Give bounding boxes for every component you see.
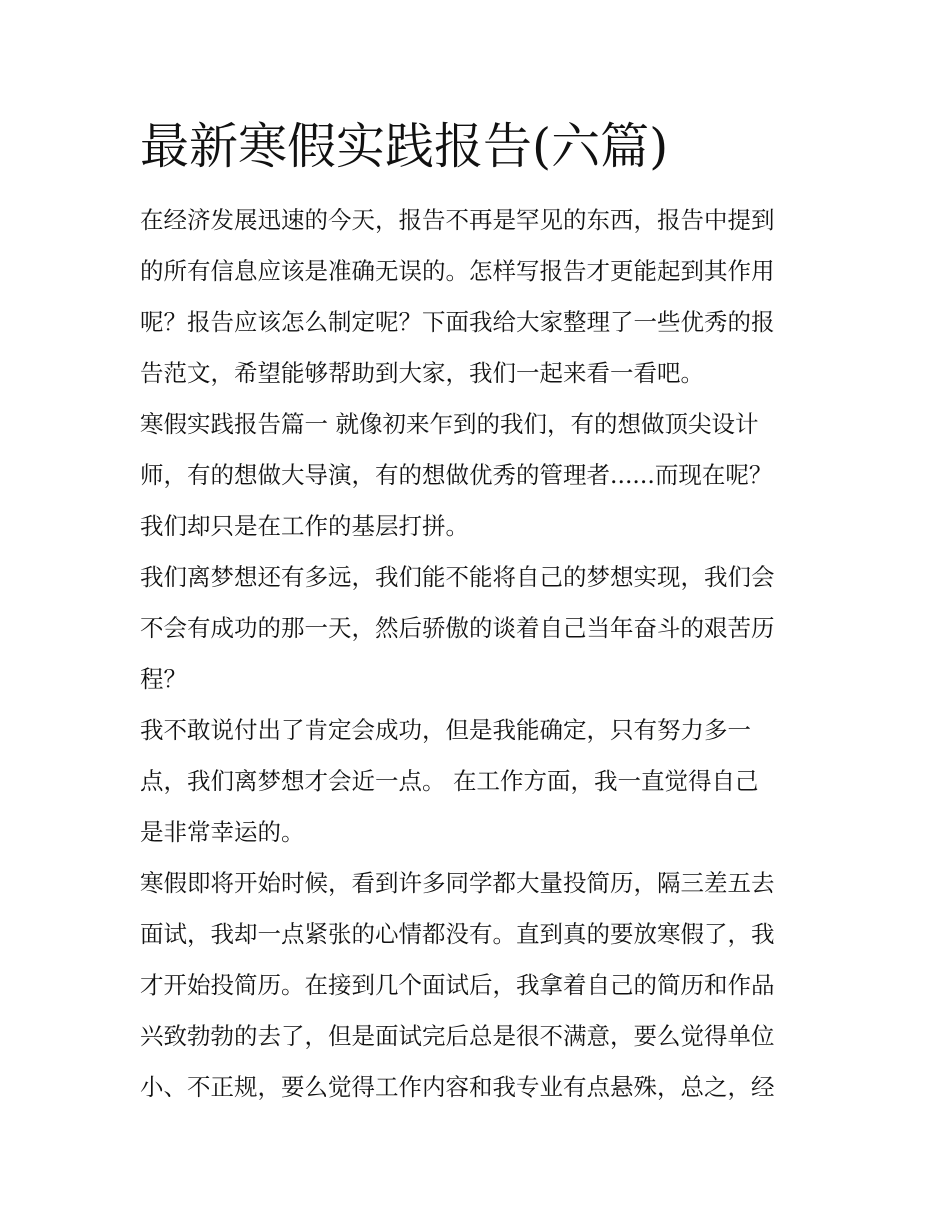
paragraph-section-one <box>140 399 812 552</box>
text-line: 寒假实践报告篇一 就像初来乍到的我们，有的想做顶尖设计 <box>140 410 759 438</box>
text-line: 我们离梦想还有多远，我们能不能将自己的梦想实现，我们会 <box>140 563 775 591</box>
text-line: 才开始投简历。在接到几个面试后，我拿着自己的简历和作品 <box>140 971 775 999</box>
text-line: 是非常幸运的。 <box>140 818 305 846</box>
text-line: 不会有成功的那一天，然后骄傲的谈着自己当年奋斗的艰苦历 <box>140 614 775 642</box>
text-line: 小、不正规，要么觉得工作内容和我专业有点悬殊，总之，经 <box>140 1073 775 1101</box>
document-title: 最新寒假实践报告(六篇) <box>140 118 669 175</box>
text-line: 在经济发展迅速的今天，报告不再是罕见的东西，报告中提到 <box>140 206 775 234</box>
text-line: 我不敢说付出了肯定会成功，但是我能确定，只有努力多一 <box>140 716 751 744</box>
text-line: 呢？报告应该怎么制定呢？下面我给大家整理了一些优秀的报 <box>140 308 775 336</box>
text-line: 程？ <box>140 665 187 693</box>
text-line: 面试，我却一点紧张的心情都没有。直到真的要放寒假了，我 <box>140 920 775 948</box>
text-line: 的所有信息应该是准确无误的。怎样写报告才更能起到其作用 <box>140 257 775 285</box>
document-body <box>140 195 812 1113</box>
text-line: 点，我们离梦想才会近一点。 在工作方面，我一直觉得自己 <box>140 767 759 795</box>
text-line: 师，有的想做大导演，有的想做优秀的管理者......而现在呢？ <box>140 461 773 489</box>
text-line: 告范文，希望能够帮助到大家，我们一起来看一看吧。 <box>140 359 704 387</box>
text-line: 兴致勃勃的去了，但是面试完后总是很不满意，要么觉得单位 <box>140 1022 775 1050</box>
text-line: 我们却只是在工作的基层打拼。 <box>140 512 469 540</box>
paragraph-dream-distance <box>140 552 812 705</box>
paragraph-winter-break <box>140 858 812 1113</box>
text-line: 寒假即将开始时候，看到许多同学都大量投简历，隔三差五去 <box>140 869 775 897</box>
paragraph-effort <box>140 705 812 858</box>
paragraph-intro <box>140 195 812 399</box>
